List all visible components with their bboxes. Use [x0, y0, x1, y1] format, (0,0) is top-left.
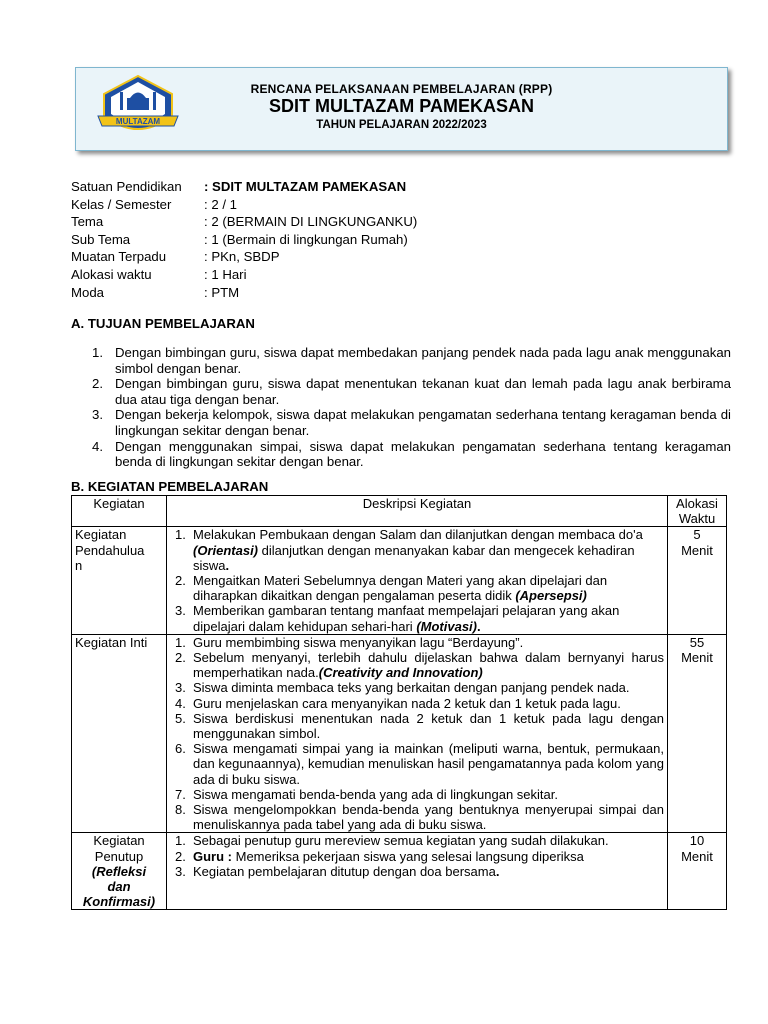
header-deskripsi: Deskripsi Kegiatan: [167, 496, 668, 527]
table-row: [72, 833, 727, 910]
list-item: 2. Guru : Memeriksa pekerjaan siswa yang selesai langsung diperiksa: [175, 848, 584, 864]
row-label: Kegiatan Inti: [72, 634, 167, 833]
objectives-list: [71, 345, 731, 470]
activities-table: [71, 495, 727, 910]
section-a-title: A. TUJUAN PEMBELAJARAN: [71, 316, 255, 331]
document-title: RENCANA PELAKSANAAN PEMBELAJARAN (RPP): [250, 82, 553, 96]
row-description: [167, 527, 668, 634]
list-item: 7. Siswa mengamati benda-benda yang ada di lingkungan sekitar.: [175, 786, 558, 802]
list-item: 6. Siswa mengamati simpai yang ia mainkan (meliputi warna, bentuk, permukaan, dan kegunaannya), kemudian menuliskan hasil pengamatannya pada kolom yang ada di buku siswa.: [175, 741, 664, 787]
list-item: 3. Siswa diminta membaca teks yang berkaitan dengan panjang pendek nada.: [175, 680, 630, 696]
identity-row: Moda : PTM: [71, 284, 240, 300]
table-header-row: [72, 496, 727, 527]
academic-year: TAHUN PELAJARAN 2022/2023: [316, 119, 487, 131]
identity-row: Kelas / Semester : 2 / 1: [71, 196, 237, 212]
svg-text:MULTAZAM: MULTAZAM: [115, 117, 161, 126]
list-item: 3. Dengan bekerja kelompok, siswa dapat melakukan pengamatan sederhana tentang keragaman benda di lingkungan sekitar dengan benar.: [92, 407, 731, 438]
list-item: 1. Melakukan Pembukaan dengan Salam dan dilanjutkan dengan membaca do'a (Orientasi) dilanjutkan dengan menanyakan kabar dan mengecek kehadiran siswa.: [175, 527, 643, 573]
row-time: 10 Menit: [668, 833, 727, 910]
list-item: 1. Sebagai penutup guru mereview semua kegiatan yang sudah dilakukan.: [175, 833, 609, 849]
header-kegiatan: Kegiatan: [72, 496, 167, 527]
list-item: 4. Dengan menggunakan simpai, siswa dapat melakukan pengamatan sederhana tentang keragaman benda di lingkungan sekitar dengan benar.: [92, 438, 731, 470]
identity-row: Sub Tema : 1 (Bermain di lingkungan Rumah): [71, 231, 408, 247]
list-item: 2. Sebelum menyanyi, terlebih dahulu dijelaskan bahwa dalam bernyanyi harus memperhatikan nada.(Creativity and Innovation): [175, 650, 664, 681]
list-item: 1. Guru membimbing siswa menyanyikan lagu “Berdayung”.: [175, 634, 524, 650]
row-label: Kegiatan Penutup (Refleksi dan Konfirmasi): [72, 833, 167, 910]
list-item: 1. Dengan bimbingan guru, siswa dapat membedakan panjang pendek nada pada lagu anak menggunakan simbol dengan benar.: [92, 345, 731, 376]
identity-row: Satuan Pendidikan : SDIT MULTAZAM PAMEKASAN: [71, 179, 407, 194]
identity-row: Alokasi waktu : 1 Hari: [71, 266, 247, 282]
identity-row: Tema : 2 (BERMAIN DI LINGKUNGANKU): [71, 214, 418, 230]
list-item: 5. Siswa berdiskusi menentukan nada 2 ketuk dan 1 ketuk pada lagu dengan menggunakan simbol.: [175, 710, 664, 742]
section-b-title: B. KEGIATAN PEMBELAJARAN: [71, 479, 269, 494]
list-item: 2. Dengan bimbingan guru, siswa dapat menentukan tekanan kuat dan lemah pada lagu anak berbirama dua atau tiga dengan benar.: [92, 376, 731, 407]
header-alokasi: Alokasi Waktu: [668, 496, 727, 527]
row-time: 55 Menit: [668, 634, 727, 833]
identity-row: Muatan Terpadu : PKn, SBDP: [71, 249, 280, 265]
list-item: 3. Memberikan gambaran tentang manfaat mempelajari pelajaran yang akan dipelajari dalam kehidupan sehari-hari (Motivasi).: [175, 603, 620, 634]
document-header: [75, 67, 728, 151]
row-label: Kegiatan Pendahulua n: [72, 527, 167, 634]
school-name: SDIT MULTAZAM PAMEKASAN: [269, 96, 534, 116]
list-item: 8. Siswa mengelompokkan benda-benda yang bentuknya menyerupai simpai dan menuliskannya pada tabel yang ada di buku siswa.: [175, 802, 664, 833]
identity-block: [71, 178, 417, 301]
table-row: [72, 527, 727, 634]
row-description: [167, 833, 668, 910]
list-item: 3. Kegiatan pembelajaran ditutup dengan doa bersama.: [175, 863, 500, 879]
row-time: 5 Menit: [668, 527, 727, 634]
row-description: [167, 634, 668, 833]
list-item: 2. Mengaitkan Materi Sebelumnya dengan Materi yang akan dipelajari dan diharapkan dikaitkan dengan pengalaman peserta didik (Apersepsi): [175, 573, 608, 604]
table-row: [72, 634, 727, 833]
list-item: 4. Guru menjelaskan cara menyanyikan nada 2 ketuk dan 1 ketuk pada lagu.: [175, 695, 621, 711]
